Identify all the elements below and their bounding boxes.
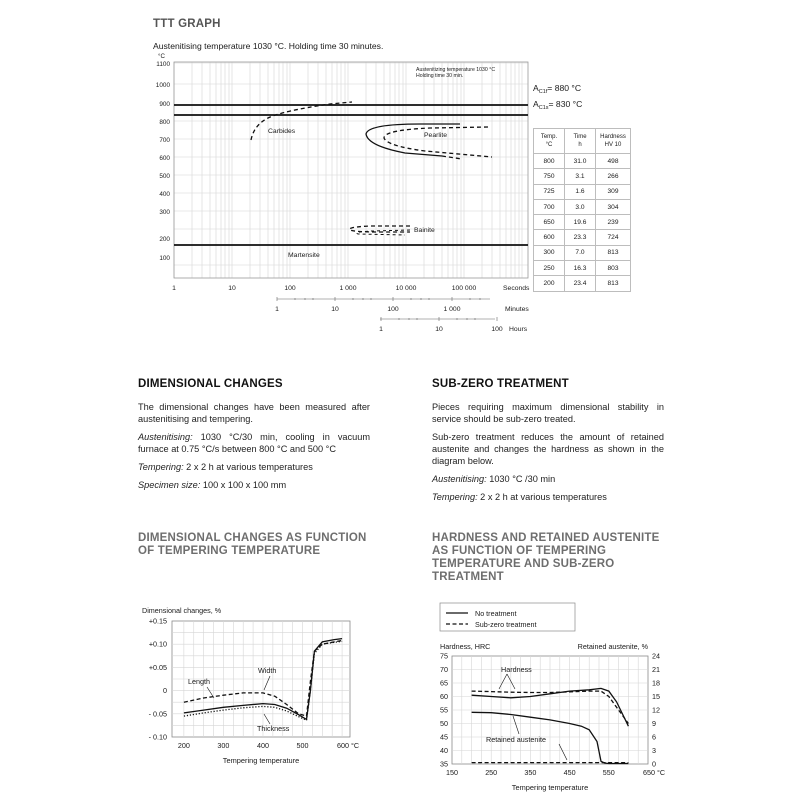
sec-tick: 10 000 — [395, 285, 417, 292]
ttt-table — [533, 128, 631, 292]
leader-width — [264, 676, 270, 690]
ttt-ytick: 100 — [159, 255, 170, 262]
hard-xtick: 650 °C — [642, 768, 666, 777]
dim-ytick: 0 — [163, 686, 167, 696]
ttt-subtitle: Austenitising temperature 1030 °C. Holding time 30 minutes. — [153, 41, 384, 51]
dim-chart-title: DIMENSIONAL CHANGES AS FUNCTION OF TEMPERING TEMPERATURE — [138, 532, 367, 557]
ttt-ytick: 300 — [159, 209, 170, 216]
hard-xtick: 250 — [485, 768, 498, 777]
hard-ytick-right: 3 — [652, 746, 656, 755]
hardness-chart — [425, 598, 680, 796]
dim-p2: Austenitising: 1030 °C/30 min, cooling in vacuum furnace at 0.75 °C/s between 800 °C and 500 °C — [138, 432, 370, 454]
table-row: 600 23.3 724 — [534, 230, 631, 245]
leader-length — [207, 687, 214, 698]
th-temp: Temp. °C — [534, 129, 565, 154]
hard-ytick-right: 15 — [652, 692, 660, 701]
table-row: 725 1.6 309 — [534, 184, 631, 199]
dim-x-ticks — [178, 741, 359, 750]
table-row: 250 16.3 803 — [534, 261, 631, 276]
label-thickness: Thickness — [257, 724, 290, 733]
hard-ytick: 70 — [440, 665, 448, 674]
dim-xtick: 400 — [256, 741, 269, 750]
sec-tick: 1 000 — [339, 285, 357, 292]
hard-ytick-right: 9 — [652, 719, 656, 728]
ttt-title: TTT GRAPH — [153, 18, 221, 30]
table-row: 700 3.0 304 — [534, 199, 631, 214]
hour-tick: 1 — [379, 326, 383, 333]
sec-tick: 10 — [228, 285, 236, 292]
ttt-hgrid — [174, 63, 528, 265]
hard-chart-xlabel: Tempering temperature — [511, 783, 589, 792]
sec-tick: 1 — [172, 285, 176, 292]
table-row: 300 7.0 813 — [534, 245, 631, 260]
ttt-ytick: 600 — [159, 155, 170, 162]
pearlite-start-curve — [366, 124, 460, 156]
ttt-ytick: 500 — [159, 173, 170, 180]
martensite-label: Martensite — [288, 252, 320, 259]
hours-ticks — [379, 326, 503, 333]
ttt-y-unit: °C — [158, 53, 165, 60]
sec-tick: 100 000 — [451, 285, 477, 292]
subzero-p2: Sub-zero treatment reduces the amount of retained austenite and changes the hardness as shown in the diagram below. — [432, 432, 664, 466]
dim-xtick: 600 °C — [337, 741, 360, 750]
ttt-ytick: 1100 — [156, 61, 170, 68]
dim-chart — [130, 600, 380, 775]
label-retained-austenite: Retained austenite — [486, 735, 546, 744]
hard-ytick-right: 24 — [652, 651, 660, 661]
hard-y-ticks — [440, 652, 448, 769]
seconds-axis — [172, 285, 476, 292]
min-tick: 100 — [387, 306, 399, 313]
ttt-ytick: 400 — [159, 191, 170, 198]
ttt-y-ticks — [156, 61, 171, 262]
legend-no-treatment: No treatment — [475, 609, 517, 618]
min-tick: 10 — [331, 306, 339, 313]
ac1s-label: $A_{C1s}= 830$ °C — [533, 99, 583, 111]
ttt-chart — [0, 0, 800, 340]
subzero-p4: Tempering: 2 x 2 h at various temperatures — [432, 492, 607, 502]
dim-ytick: +0.10 — [148, 639, 167, 649]
ttt-ytick: 200 — [159, 236, 170, 243]
dim-text — [138, 401, 370, 497]
ttt-note-1: Austenitizing temperature 1030 °C — [416, 67, 496, 73]
hard-ytick-right: 12 — [652, 705, 660, 715]
hard-ytick: 45 — [440, 732, 448, 742]
ttt-ytick: 800 — [159, 119, 170, 126]
min-tick: 1 000 — [443, 306, 461, 313]
dim-p1: The dimensional changes have been measured after austenitising and tempering. — [138, 402, 370, 424]
hard-y-ticks-right — [652, 652, 660, 769]
leader-ra-1 — [513, 716, 519, 734]
dim-y-ticks — [149, 617, 167, 742]
subzero-text — [432, 401, 664, 509]
hard-chart-title: HARDNESS AND RETAINED AUSTENITE AS FUNCTION OF TEMPERING TEMPERATURE AND SUB-ZERO TREATMENT — [432, 532, 660, 583]
hard-x-ticks — [446, 768, 665, 777]
dim-xtick: 200 — [177, 741, 190, 750]
dim-ytick: +0.15 — [148, 616, 167, 626]
dim-ytick: +0.05 — [148, 662, 167, 672]
ttt-ytick: 900 — [159, 101, 170, 108]
ttt-ytick: 700 — [159, 137, 170, 144]
subzero-title: SUB-ZERO TREATMENT — [432, 378, 569, 390]
th-time: Time h — [565, 129, 596, 154]
dim-xtick: 300 — [217, 741, 230, 750]
hard-ylabel-left: Hardness, HRC — [440, 642, 491, 651]
ac1f-label: $A_{C1f}= 880$ °C — [533, 83, 582, 95]
bainite-label: Bainite — [414, 227, 435, 234]
hard-ytick: 40 — [440, 746, 448, 755]
dim-title: DIMENSIONAL CHANGES — [138, 378, 283, 390]
pearlite-start-tail — [442, 156, 462, 159]
ttt-ytick: 1000 — [155, 82, 170, 89]
hard-ytick-right: 18 — [652, 678, 660, 688]
leader-thickness — [264, 714, 270, 724]
hard-ytick: 75 — [440, 651, 448, 661]
sec-tick: 100 — [284, 285, 296, 292]
carbides-label: Carbides — [268, 128, 296, 135]
label-width: Width — [258, 666, 277, 675]
table-row: 650 19.6 239 — [534, 215, 631, 230]
pearlite-label: Pearlite — [424, 132, 448, 139]
subzero-p3: Austenitising: 1030 °C /30 min — [432, 474, 556, 484]
hour-tick: 10 — [435, 326, 443, 333]
hard-ytick: 50 — [440, 719, 448, 728]
dim-ytick: - 0.10 — [148, 732, 167, 742]
dim-ytick: - 0.05 — [148, 709, 167, 719]
hard-ytick-right: 21 — [652, 665, 660, 674]
hard-xtick: 550 — [602, 768, 615, 777]
hard-ytick-right: 0 — [652, 759, 656, 769]
hard-ytick: 65 — [440, 678, 448, 688]
min-unit: Minutes — [505, 306, 529, 313]
dim-p3: Tempering: 2 x 2 h at various temperatures — [138, 462, 313, 472]
dim-chart-ylabel: Dimensional changes, % — [142, 606, 222, 615]
hard-xtick: 350 — [524, 768, 537, 777]
table-row: 800 31.0 498 — [534, 154, 631, 169]
hard-ytick: 60 — [440, 692, 448, 701]
label-hardness: Hardness — [501, 665, 532, 674]
hour-unit: Hours — [509, 326, 528, 333]
legend-subzero: Sub-zero treatment — [475, 620, 537, 629]
table-row: 200 23.4 813 — [534, 276, 631, 291]
hard-grid — [452, 656, 648, 764]
hard-ytick-right: 6 — [652, 732, 656, 742]
ttt-note-2: Holding time 30 min. — [416, 73, 464, 79]
hard-ylabel-right: Retained austenite, % — [577, 642, 648, 651]
hard-xtick: 150 — [446, 768, 458, 777]
leader-hardness-1 — [499, 674, 507, 689]
minutes-ticks — [275, 306, 461, 313]
hard-ytick: 35 — [440, 759, 448, 769]
hard-xtick: 450 — [563, 768, 576, 777]
subzero-p1: Pieces requiring maximum dimensional stability in service should be sub-zero treated. — [432, 402, 664, 424]
min-tick: 1 — [275, 306, 279, 313]
sec-unit: Seconds — [503, 285, 530, 292]
hard-ytick: 55 — [440, 705, 448, 715]
label-length: Length — [188, 677, 210, 686]
table-row: 750 3.1 266 — [534, 169, 631, 184]
leader-ra-2 — [559, 744, 567, 760]
dim-chart-xlabel: Tempering temperature — [222, 756, 300, 765]
dim-p4: Specimen size: 100 x 100 x 100 mm — [138, 480, 287, 490]
th-hardness: Hardness HV 10 — [596, 129, 631, 154]
hour-tick: 100 — [491, 326, 503, 333]
dim-xtick: 500 — [296, 741, 309, 750]
